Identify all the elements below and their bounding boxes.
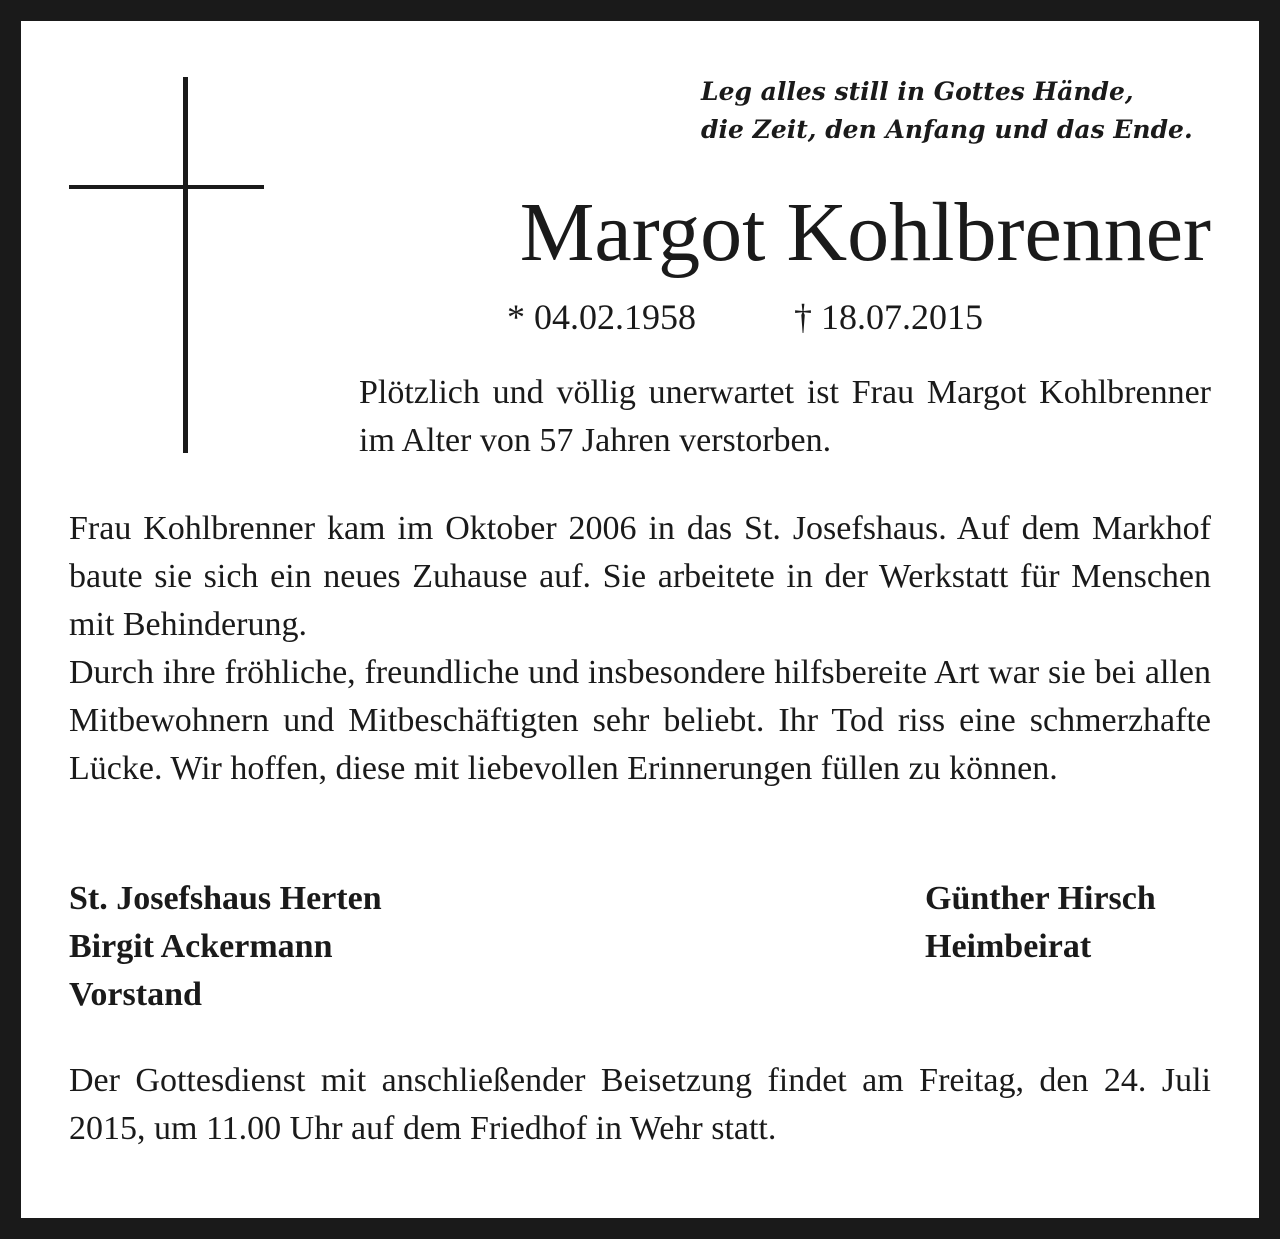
life-dates (507, 295, 983, 339)
verse-line-1: Leg alles still in Gottes Hände, (701, 77, 1134, 106)
signature-left-line: Vorstand (69, 976, 202, 1013)
signature-right-line: Günther Hirsch (925, 880, 1156, 917)
intro-text: Plötzlich und völlig unerwartet ist Frau Margot Kohlbrenner im Alter von 57 Jahren verstorben. (359, 374, 1211, 459)
body-text (69, 505, 1211, 793)
signature-left (69, 875, 382, 1019)
signature-right-line: Heimbeirat (925, 928, 1092, 965)
verse-line-2: die Zeit, den Anfang und das Ende. (701, 115, 1193, 144)
service-info: Der Gottesdienst mit anschließender Beisetzung findet am Freitag, den 24. Juli 2015, um 11.00 Uhr auf dem Friedhof in Wehr statt. (69, 1062, 1211, 1147)
cross-icon-horizontal-bar (69, 185, 264, 189)
signature-left-line: St. Josefshaus Herten (69, 880, 382, 917)
verse (651, 73, 1211, 149)
cross-icon-vertical-bar (183, 77, 188, 453)
signature-right (925, 875, 1156, 971)
birth-date: * 04.02.1958 (507, 297, 696, 337)
deceased-name: Margot Kohlbrenner (519, 186, 1211, 279)
body-paragraph-1: Frau Kohlbrenner kam im Oktober 2006 in das St. Josefshaus. Auf dem Markhof baute sie sich ein neues Zuhause auf. Sie arbeitete in der Werkstatt für Menschen mit Behinderung. (69, 510, 1211, 643)
body-paragraph-2: Durch ihre fröhliche, freundliche und insbesondere hilfsbereite Art war sie bei allen Mitbewohnern und Mitbeschäftigten sehr beliebt. Ihr Tod riss eine schmerzhafte Lücke. Wir hoffen, diese mit liebevollen Erinnerungen füllen zu können. (69, 654, 1211, 787)
signature-left-line: Birgit Ackermann (69, 928, 333, 965)
death-date: † 18.07.2015 (794, 297, 983, 337)
